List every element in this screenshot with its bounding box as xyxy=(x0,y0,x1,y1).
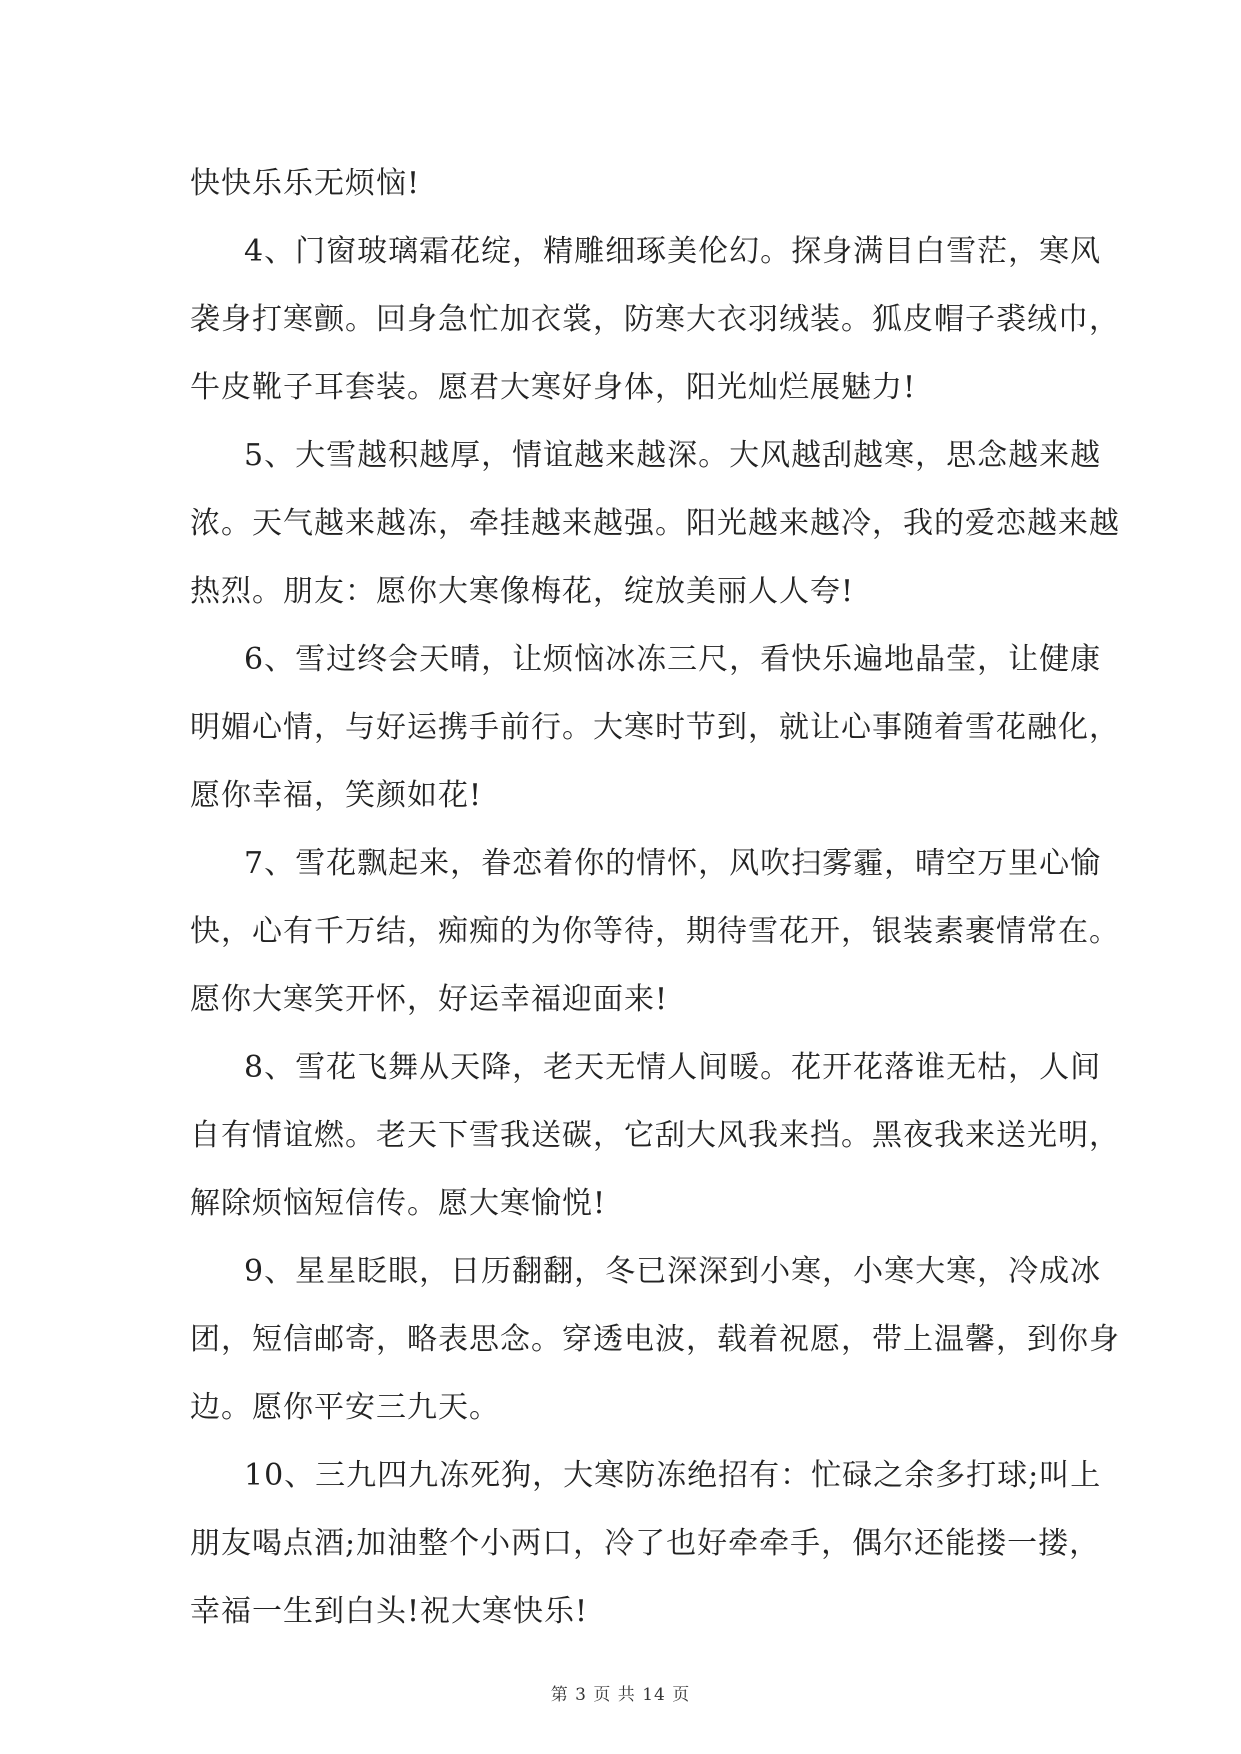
paragraph xyxy=(190,1034,1120,1238)
paragraph xyxy=(190,150,1050,218)
text-line: 快快乐乐无烦恼! xyxy=(190,166,421,201)
text-line: 5、大雪越积越厚，情谊越来越深。大风越刮越寒，思念越来越 xyxy=(244,438,1102,473)
text-line: 4、门窗玻璃霜花绽，精雕细琢美伦幻。探身满目白雪茫，寒风 xyxy=(244,234,1102,269)
page-number-footer: 第 3 页 共 14 页 xyxy=(550,1685,691,1705)
text-line: 愿你幸福，笑颜如花! xyxy=(190,778,483,813)
text-line: 10、三九四九冻死狗，大寒防冻绝招有：忙碌之余多打球;叫上 xyxy=(244,1458,1102,1493)
text-line: 牛皮靴子耳套装。愿君大寒好身体，阳光灿烂展魅力! xyxy=(190,370,917,405)
text-line: 9、星星眨眼，日历翻翻，冬已深深到小寒，小寒大寒，冷成冰 xyxy=(244,1254,1102,1289)
text-line: 浓。天气越来越冻，牵挂越来越强。阳光越来越冷，我的爱恋越来越 xyxy=(190,506,1120,541)
text-line: 幸福一生到白头!祝大寒快乐! xyxy=(190,1594,589,1629)
text-line: 6、雪过终会天晴，让烦恼冰冻三尺，看快乐遍地晶莹，让健康 xyxy=(244,642,1102,677)
paragraph xyxy=(190,626,1120,830)
text-line: 热烈。朋友：愿你大寒像梅花，绽放美丽人人夸! xyxy=(190,574,855,609)
text-line: 明媚心情，与好运携手前行。大寒时节到，就让心事随着雪花融化， xyxy=(190,710,1120,745)
text-line: 解除烦恼短信传。愿大寒愉悦! xyxy=(190,1186,607,1221)
paragraph xyxy=(190,830,1120,1034)
text-line: 8、雪花飞舞从天降，老天无情人间暖。花开花落谁无枯，人间 xyxy=(244,1050,1102,1085)
text-line: 快，心有千万结，痴痴的为你等待，期待雪花开，银装素裹情常在。 xyxy=(190,914,1120,949)
text-line: 自有情谊燃。老天下雪我送碳，它刮大风我来挡。黑夜我来送光明， xyxy=(190,1118,1120,1153)
document-body xyxy=(190,150,1120,1646)
text-line: 愿你大寒笑开怀，好运幸福迎面来! xyxy=(190,982,669,1017)
text-line: 朋友喝点酒;加油整个小两口，冷了也好牵牵手，偶尔还能搂一搂， xyxy=(190,1526,1101,1561)
paragraph xyxy=(190,1442,1102,1646)
text-line: 袭身打寒颤。回身急忙加衣裳，防寒大衣羽绒装。狐皮帽子裘绒巾， xyxy=(190,302,1120,337)
text-line: 团，短信邮寄，略表思念。穿透电波，载着祝愿，带上温馨，到你身 xyxy=(190,1322,1120,1357)
paragraph xyxy=(190,422,1120,626)
text-line: 边。愿你平安三九天。 xyxy=(190,1390,500,1425)
paragraph xyxy=(190,1238,1120,1442)
text-line: 7、雪花飘起来，眷恋着你的情怀，风吹扫雾霾，晴空万里心愉 xyxy=(244,846,1102,881)
paragraph xyxy=(190,218,1120,422)
